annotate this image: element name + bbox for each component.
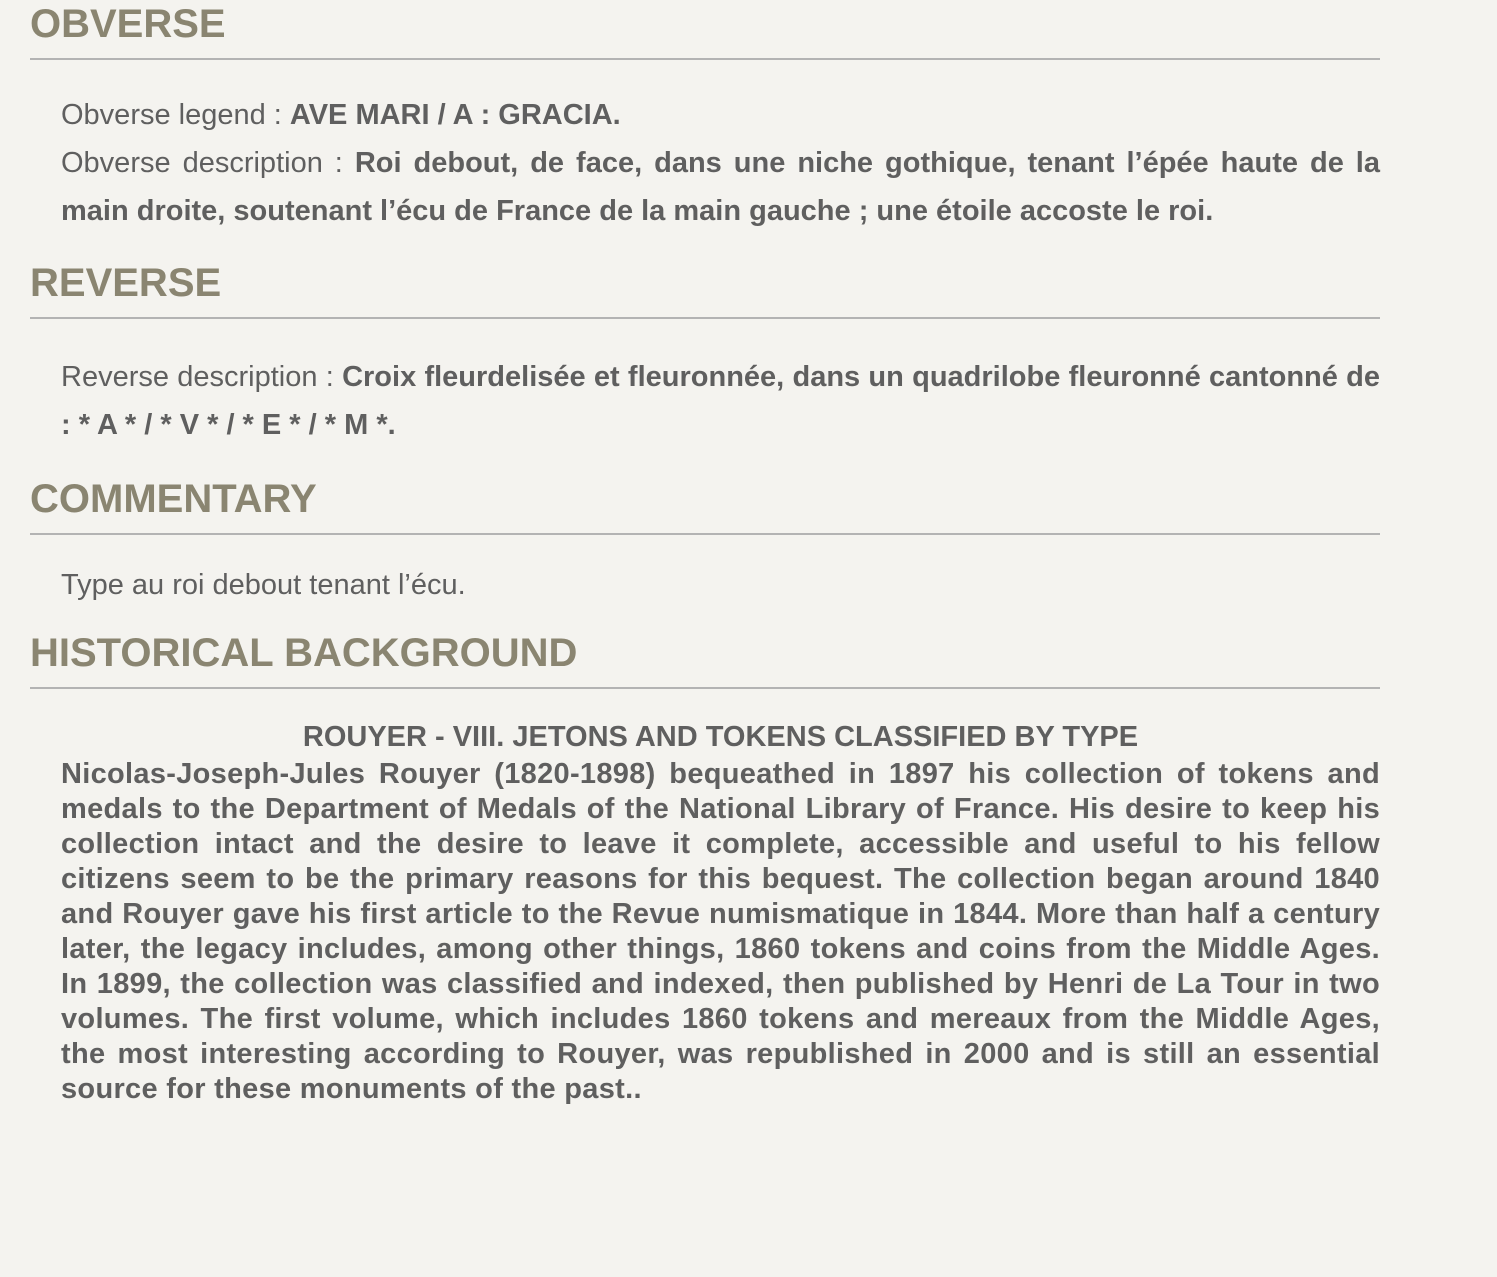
obverse-section-body [30,91,1380,235]
reverse-description-line [61,353,1380,449]
reverse-section-body [30,353,1380,449]
commentary-text: Type au roi debout tenant l’écu. [61,569,466,601]
commentary-section-body [30,561,1380,609]
obverse-description-value: Roi debout, de face, dans une niche gothique, tenant l’épée haute de la main droite, soutenant l’écu de France de la main gauche ; une étoile accoste le roi. [61,147,1380,227]
obverse-legend-value: AVE MARI / A : GRACIA. [289,99,621,131]
historical-background-heading: ROUYER - VIII. JETONS AND TOKENS CLASSIFIED BY TYPE [302,721,1139,753]
reverse-description-label: Reverse description : [61,361,343,393]
obverse-legend-line [61,91,1380,139]
obverse-description-label: Obverse description : [61,147,355,179]
obverse-description-line [61,139,1380,235]
reverse-description-value: Croix fleurdelisée et fleuronnée, dans un quadrilobe fleuronné cantonné de : * A * / * V * / * E * / * M *. [61,361,1380,441]
obverse-section-title: OBVERSE [30,2,1380,60]
historical-background-section-body [30,717,1380,1107]
historical-background-section-title: HISTORICAL BACKGROUND [30,631,1380,689]
obverse-legend-label: Obverse legend : [61,99,290,131]
historical-background-text: Nicolas-Joseph-Jules Rouyer (1820-1898) bequeathed in 1897 his collection of tokens and medals to the Department of Medals of the National Library of France. His desire to keep his collection intact and the desire to leave it complete, accessible and useful to his fellow citizens seem to be the primary reasons for this bequest. The collection began around 1840 and Rouyer gave his first article to the Revue numismatique in 1844. More than half a century later, the legacy includes, among other things, 1860 tokens and coins from the Middle Ages. In 1899, the collection was classified and indexed, then published by Henri de La Tour in two volumes. The first volume, which includes 1860 tokens and mereaux from the Middle Ages, the most interesting according to Rouyer, was republished in 2000 and is still an essential source for these monuments of the past.. [61,758,1380,1105]
commentary-section-title: COMMENTARY [30,477,1380,535]
reverse-section-title: REVERSE [30,261,1380,319]
coin-description-content [30,0,1380,1107]
